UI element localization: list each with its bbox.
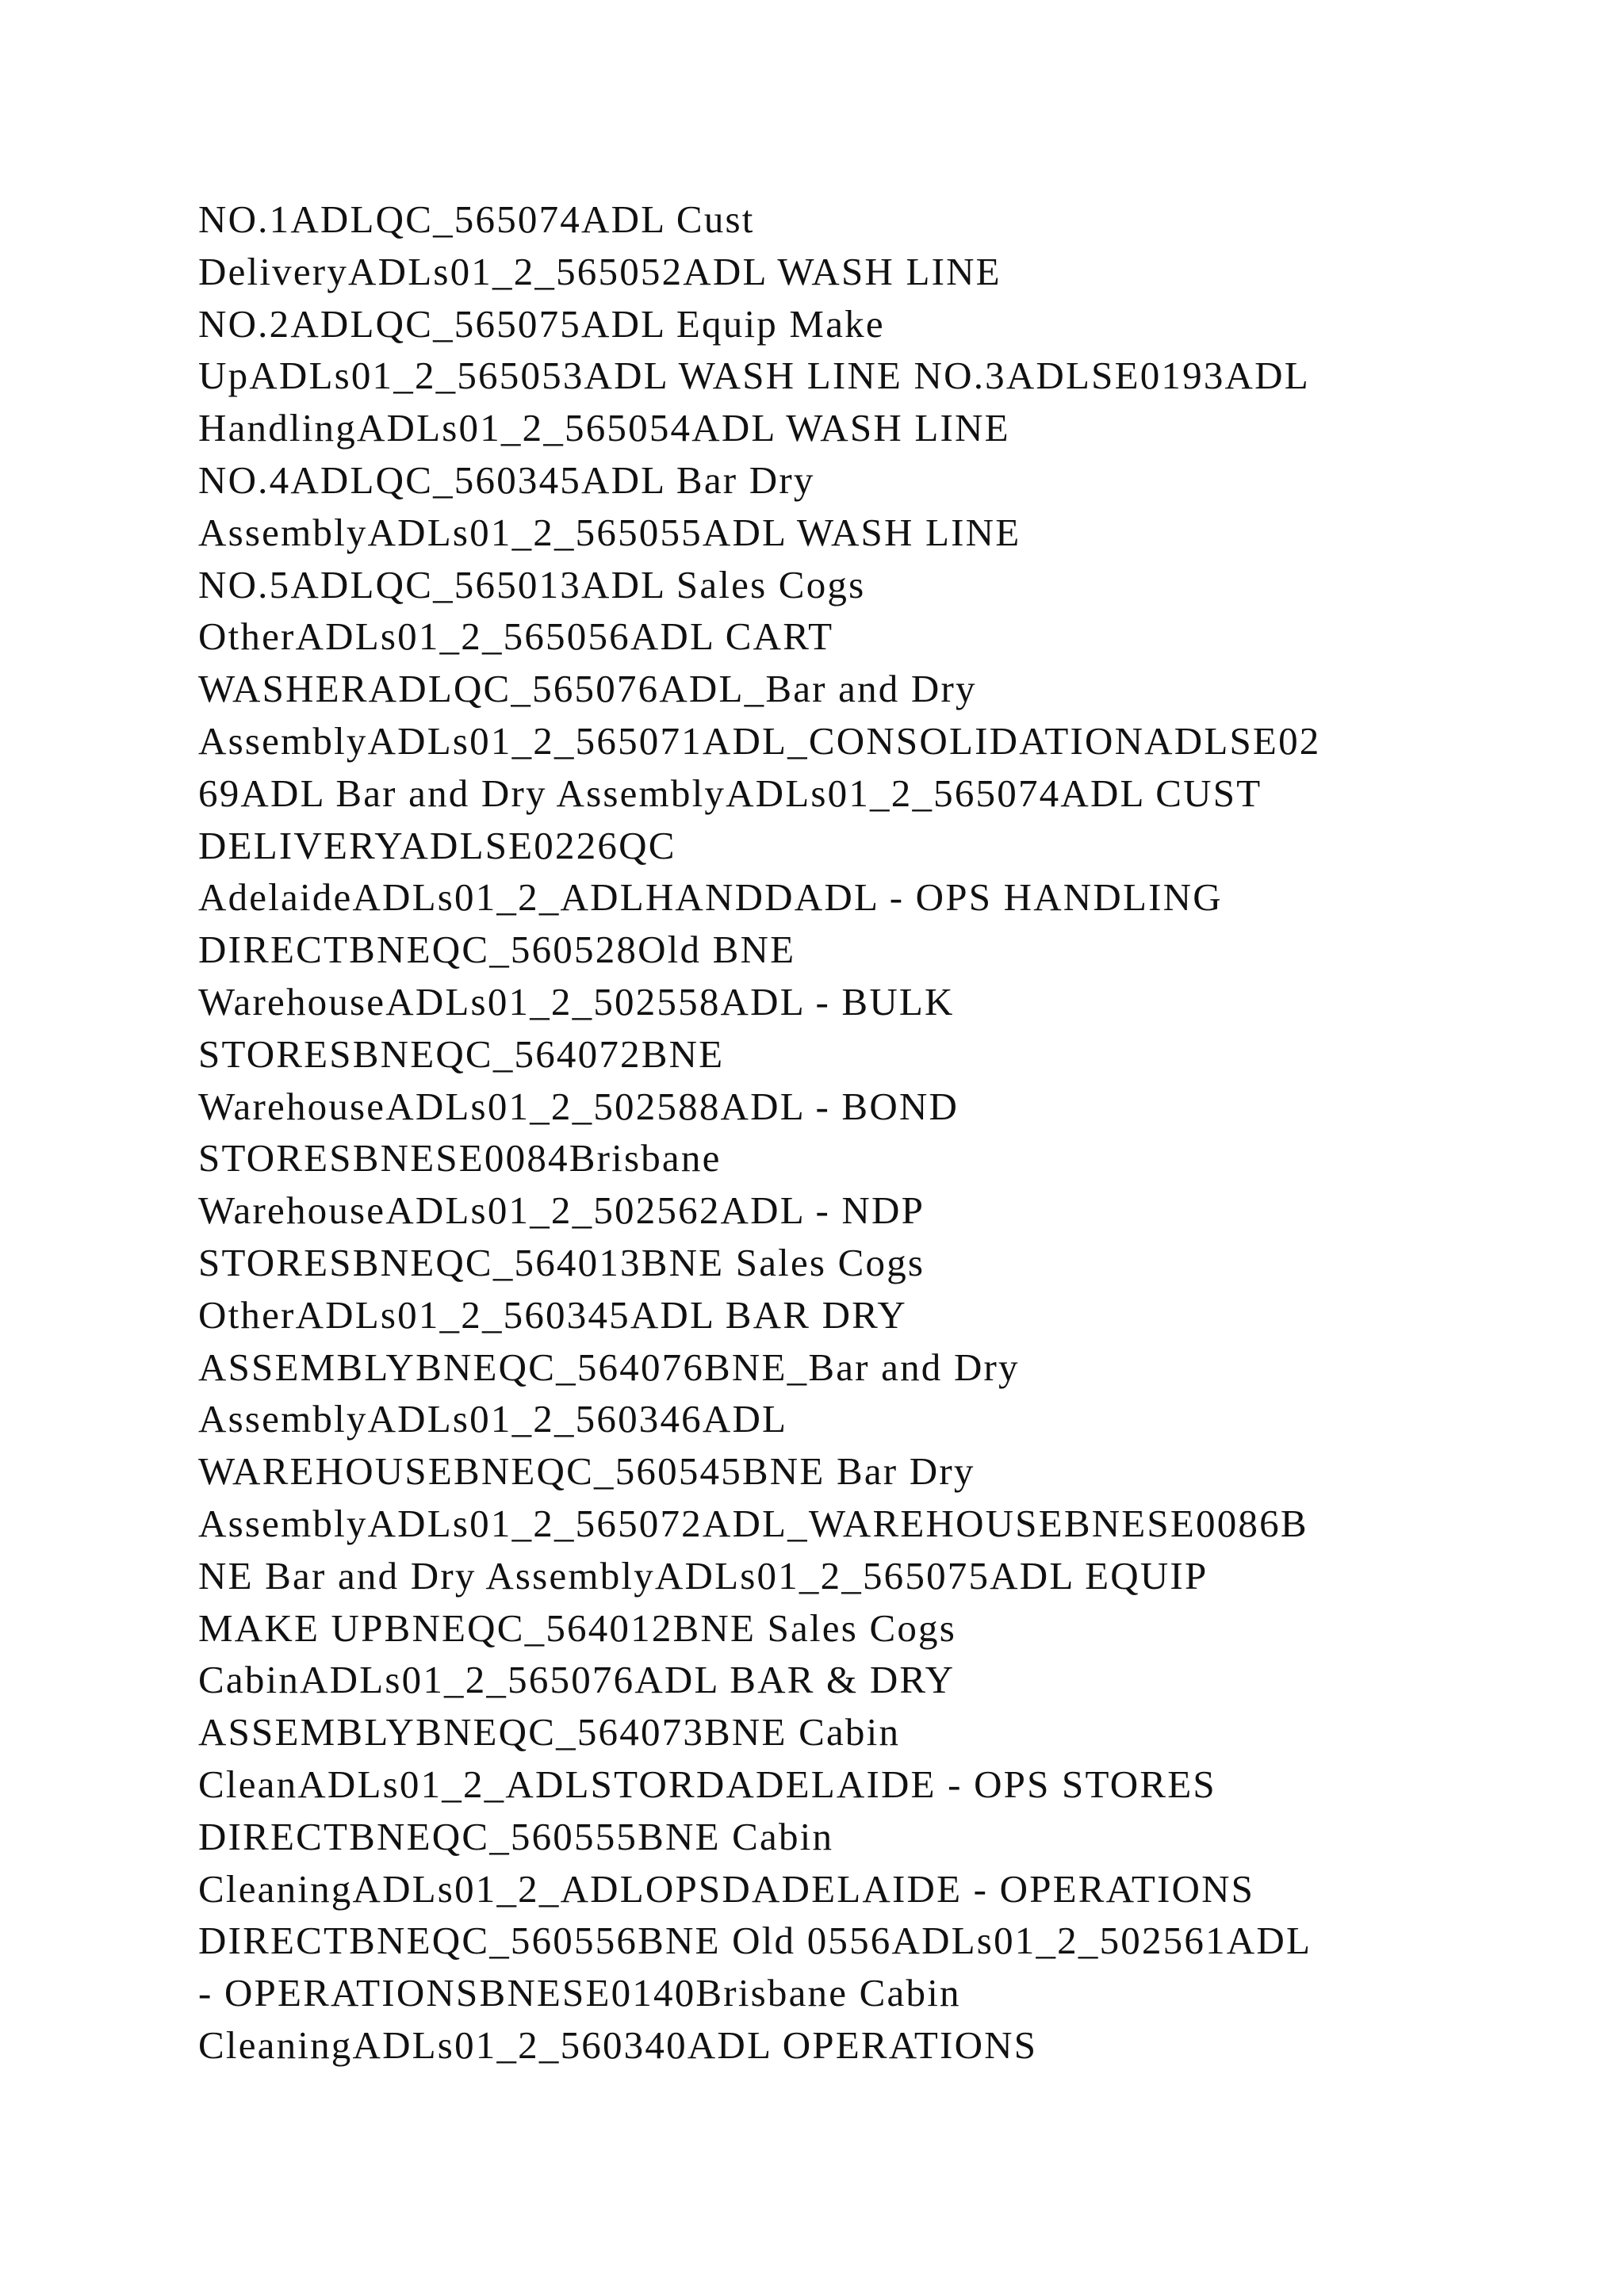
text-line: DeliveryADLs01_2_565052ADL WASH LINE bbox=[198, 249, 1002, 293]
text-line: WASHERADLQC_565076ADL_Bar and Dry bbox=[198, 667, 977, 711]
text-line: STORESBNESE0084Brisbane bbox=[198, 1136, 722, 1181]
text-line: WarehouseADLs01_2_502562ADL - NDP bbox=[198, 1188, 925, 1233]
text-line: DIRECTBNEQC_560555BNE Cabin bbox=[198, 1814, 834, 1858]
text-line: CabinADLs01_2_565076ADL BAR & DRY bbox=[198, 1658, 956, 1702]
text-line: CleanADLs01_2_ADLSTORDADELAIDE - OPS STORES bbox=[198, 1762, 1216, 1806]
document-text-block bbox=[198, 193, 1483, 2072]
text-line: DIRECTBNEQC_560528Old BNE bbox=[198, 928, 796, 972]
text-line: - OPERATIONSBNESE0140Brisbane Cabin bbox=[198, 1971, 961, 2015]
text-line: NO.1ADLQC_565074ADL Cust bbox=[198, 197, 755, 241]
text-line: NO.2ADLQC_565075ADL Equip Make bbox=[198, 301, 885, 346]
text-line: WarehouseADLs01_2_502558ADL - BULK bbox=[198, 979, 955, 1024]
text-line: AssemblyADLs01_2_565072ADL_WAREHOUSEBNESE0086B bbox=[198, 1501, 1308, 1545]
text-line: AssemblyADLs01_2_565071ADL_CONSOLIDATIONADLSE02 bbox=[198, 718, 1321, 763]
text-line: AssemblyADLs01_2_565055ADL WASH LINE bbox=[198, 510, 1021, 554]
text-line: CleaningADLs01_2_ADLOPSDADELAIDE - OPERATIONS bbox=[198, 1866, 1255, 1911]
text-line: HandlingADLs01_2_565054ADL WASH LINE bbox=[198, 406, 1010, 450]
text-line: NO.5ADLQC_565013ADL Sales Cogs bbox=[198, 562, 866, 607]
text-line: AdelaideADLs01_2_ADLHANDDADL - OPS HANDLING bbox=[198, 875, 1223, 920]
text-line: ASSEMBLYBNEQC_564076BNE_Bar and Dry bbox=[198, 1345, 1020, 1389]
text-line: ASSEMBLYBNEQC_564073BNE Cabin bbox=[198, 1710, 901, 1755]
text-line: UpADLs01_2_565053ADL WASH LINE NO.3ADLSE0193ADL bbox=[198, 354, 1310, 398]
text-line: 69ADL Bar and Dry AssemblyADLs01_2_565074ADL CUST bbox=[198, 771, 1262, 815]
text-line: WarehouseADLs01_2_502588ADL - BOND bbox=[198, 1084, 959, 1128]
text-line: NE Bar and Dry AssemblyADLs01_2_565075ADL EQUIP bbox=[198, 1553, 1208, 1598]
text-line: WAREHOUSEBNEQC_560545BNE Bar Dry bbox=[198, 1449, 975, 1494]
text-line: AssemblyADLs01_2_560346ADL bbox=[198, 1397, 788, 1441]
text-line: OtherADLs01_2_560345ADL BAR DRY bbox=[198, 1292, 907, 1337]
text-line: OtherADLs01_2_565056ADL CART bbox=[198, 614, 834, 659]
text-line: NO.4ADLQC_560345ADL Bar Dry bbox=[198, 457, 815, 502]
text-line: CleaningADLs01_2_560340ADL OPERATIONS bbox=[198, 2022, 1038, 2067]
text-line: MAKE UPBNEQC_564012BNE Sales Cogs bbox=[198, 1605, 957, 1650]
text-line: DIRECTBNEQC_560556BNE Old 0556ADLs01_2_502561ADL bbox=[198, 1919, 1312, 1963]
text-line: DELIVERYADLSE0226QC bbox=[198, 823, 676, 867]
text-line: STORESBNEQC_564013BNE Sales Cogs bbox=[198, 1240, 925, 1284]
text-line: STORESBNEQC_564072BNE bbox=[198, 1031, 725, 1076]
